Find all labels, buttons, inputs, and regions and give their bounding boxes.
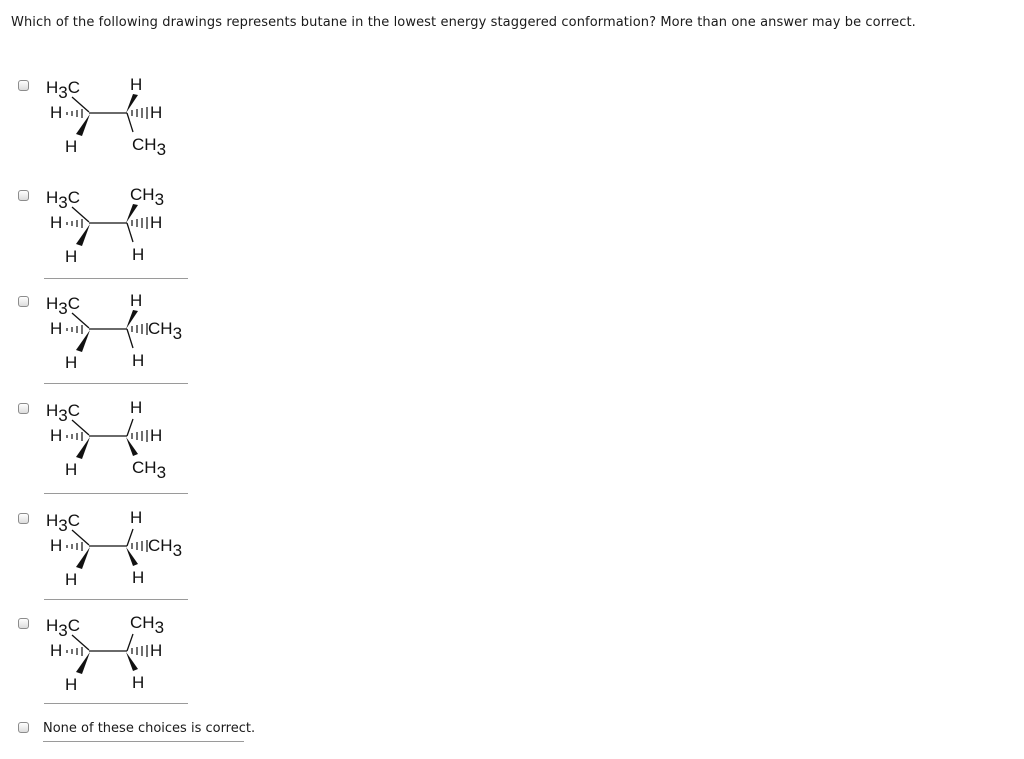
hydrogen-label: H xyxy=(65,570,78,589)
option-divider xyxy=(44,493,188,494)
butane-structure xyxy=(40,286,200,391)
answer-checkbox[interactable] xyxy=(18,80,29,91)
butane-structure xyxy=(40,503,200,608)
hydrogen-label: H xyxy=(150,213,163,232)
hydrogen-label: H xyxy=(65,137,78,156)
answer-checkbox[interactable] xyxy=(18,296,29,307)
methyl-label: H3C xyxy=(46,78,81,102)
none-option-label[interactable]: None of these choices is correct. xyxy=(43,721,256,736)
methyl-label: H3C xyxy=(46,294,81,318)
hydrogen-label: H xyxy=(150,426,163,445)
hydrogen-label: H xyxy=(130,75,143,94)
option-divider xyxy=(43,741,244,742)
hydrogen-label: H xyxy=(130,508,143,527)
question-text: Which of the following drawings represents butane in the lowest energy staggered conformation? More than one answer may be correct. xyxy=(11,15,916,30)
methyl-label: H3C xyxy=(46,401,81,425)
butane-structure xyxy=(40,608,200,713)
hydrogen-label: H xyxy=(150,641,163,660)
option-divider xyxy=(44,599,188,600)
hydrogen-label: H xyxy=(130,291,143,310)
option-divider xyxy=(44,278,188,279)
hydrogen-label: H xyxy=(50,103,63,122)
hydrogen-label: H xyxy=(150,103,163,122)
hydrogen-label: H xyxy=(50,426,63,445)
hydrogen-label: H xyxy=(65,460,78,479)
hydrogen-label: H xyxy=(132,673,145,692)
answer-option xyxy=(0,185,300,275)
methyl-label: CH3 xyxy=(130,185,165,209)
hydrogen-label: H xyxy=(130,398,143,417)
option-divider xyxy=(44,703,188,704)
answer-option xyxy=(0,75,300,165)
hydrogen-label: H xyxy=(50,213,63,232)
methyl-label: H3C xyxy=(46,511,81,535)
answer-checkbox[interactable] xyxy=(18,190,29,201)
hydrogen-label: H xyxy=(50,319,63,338)
answer-checkbox[interactable] xyxy=(18,618,29,629)
methyl-label: H3C xyxy=(46,188,81,212)
methyl-label: CH3 xyxy=(148,536,183,560)
left-carbon-group xyxy=(46,78,90,156)
answer-checkbox[interactable] xyxy=(18,513,29,524)
right-carbon-group xyxy=(126,75,166,159)
methyl-label: CH3 xyxy=(130,613,165,637)
hydrogen-label: H xyxy=(132,351,145,370)
methyl-label: CH3 xyxy=(132,458,167,482)
answer-checkbox[interactable] xyxy=(18,403,29,414)
answer-option xyxy=(0,508,300,598)
hydrogen-label: H xyxy=(65,247,78,266)
option-divider xyxy=(44,383,188,384)
hydrogen-label: H xyxy=(50,641,63,660)
hydrogen-label: H xyxy=(132,245,145,264)
answer-option xyxy=(0,613,300,703)
butane-structure xyxy=(40,393,200,498)
hydrogen-label: H xyxy=(50,536,63,555)
butane-structure xyxy=(40,180,200,285)
none-checkbox[interactable] xyxy=(18,722,29,733)
methyl-label: CH3 xyxy=(148,319,183,343)
methyl-label: CH3 xyxy=(132,135,167,159)
answer-option xyxy=(0,291,300,381)
answer-option xyxy=(0,398,300,488)
butane-structure xyxy=(40,70,200,175)
hydrogen-label: H xyxy=(65,353,78,372)
hydrogen-label: H xyxy=(65,675,78,694)
hydrogen-label: H xyxy=(132,568,145,587)
methyl-label: H3C xyxy=(46,616,81,640)
